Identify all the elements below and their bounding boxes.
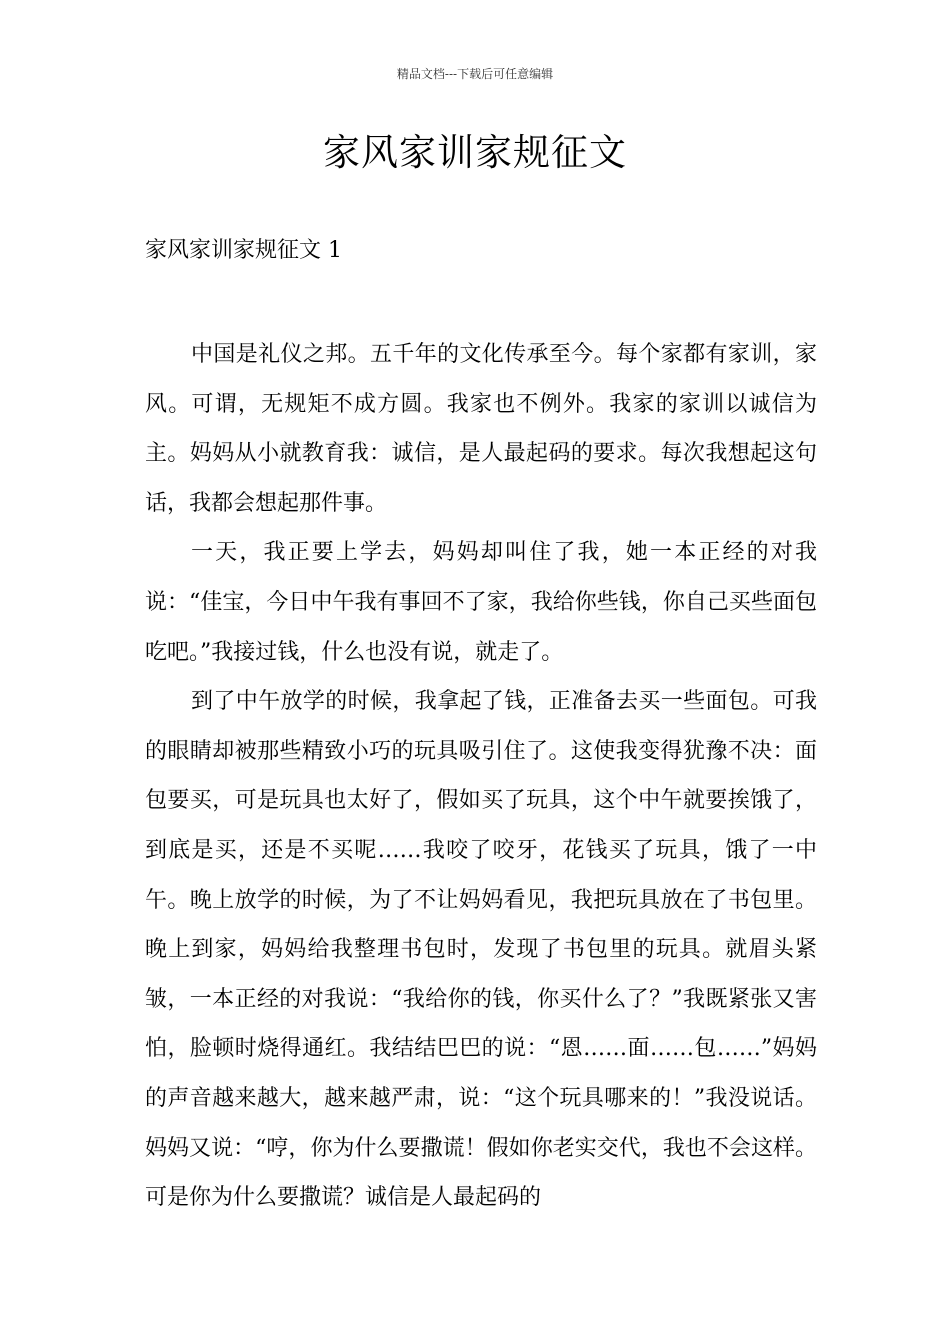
- paragraph: 中国是礼仪之邦。五千年的文化传承至今。每个家都有家训，家风。可谓，无规矩不成方圆。我家也不例外。我家的家训以诚信为主。妈妈从小就教育我：诚信，是人最起码的要求。每次我想起这句话，我都会想起那件事。: [145, 342, 817, 516]
- paragraph: 到了中午放学的时候，我拿起了钱，正准备去买一些面包。可我的眼睛却被那些精致小巧的玩具吸引住了。这使我变得犹豫不决：面包要买，可是玩具也太好了，假如买了玩具，这个中午就要挨饿了，到底是买，还是不买呢……我咬了咬牙，花钱买了玩具，饿了一中午。晚上放学的时候，为了不让妈妈看见，我把玩具放在了书包里。晚上到家，妈妈给我整理书包时，发现了书包里的玩具。就眉头紧皱，一本正经的对我说：“我给你的钱，你买什么了？”我既紧张又害怕，脸顿时烧得通红。我结结巴巴的说：“恩……面……包……”妈妈的声音越来越大，越来越严肃，说：“这个玩具哪来的！”我没说话。妈妈又说：“哼，你为什么要撒谎！假如你老实交代，我也不会这样。可是你为什么要撒谎？诚信是人最起码的: [145, 689, 817, 1211]
- body-text: [145, 330, 817, 1223]
- paragraph: 一天，我正要上学去，妈妈却叫住了我，她一本正经的对我说：“佳宝，今日中午我有事回不了家，我给你些钱，你自己买些面包吃吧。”我接过钱，什么也没有说，就走了。: [145, 540, 817, 665]
- header-note: 精品文档---下载后可任意编辑: [396, 67, 554, 81]
- document-title: 家风家训家规征文: [323, 131, 627, 174]
- section-title: 家风家训家规征文 1: [145, 238, 342, 263]
